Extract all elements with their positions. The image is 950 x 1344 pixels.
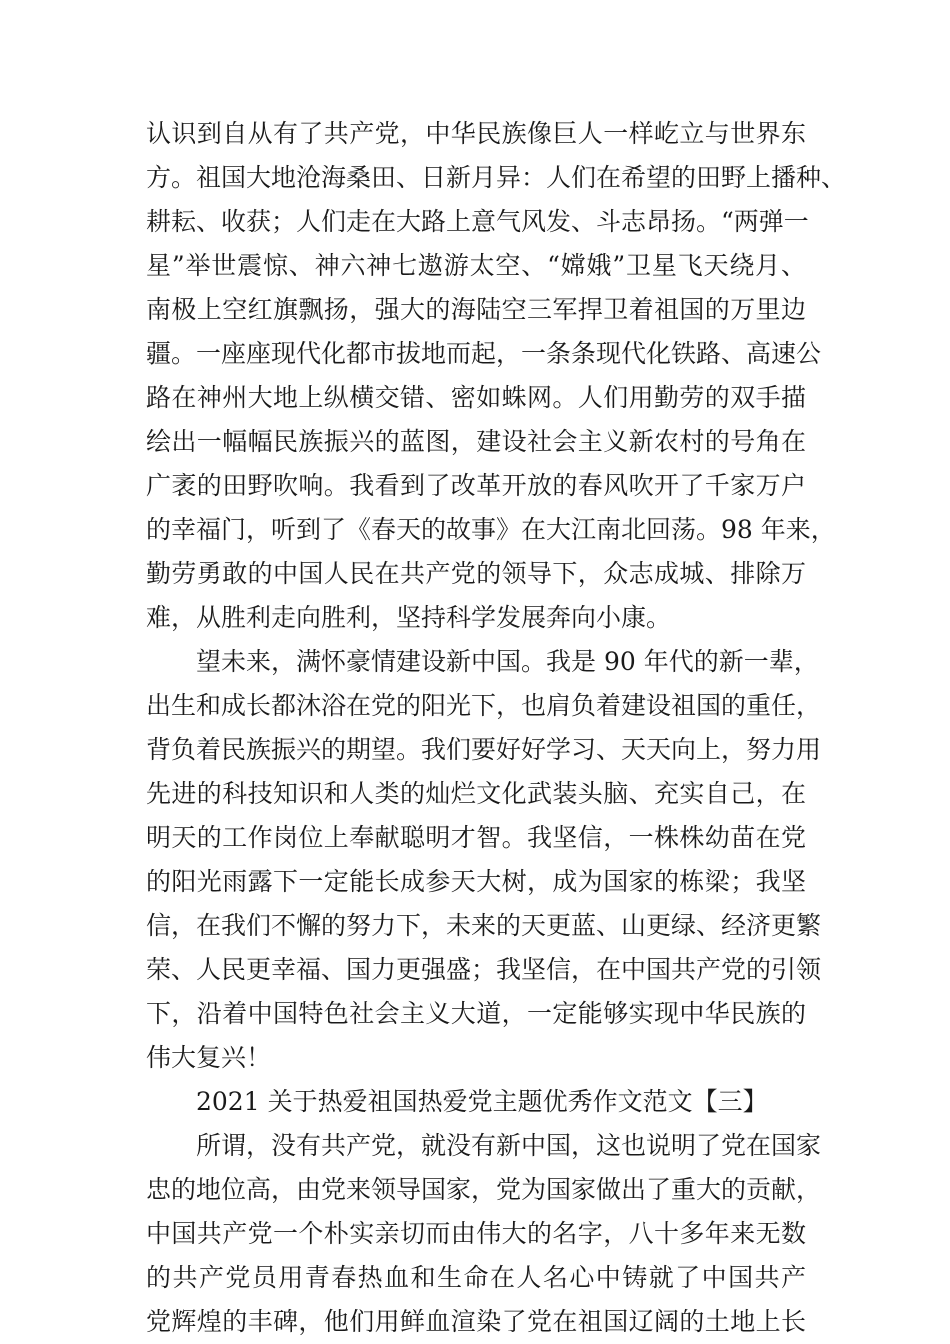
text-line: 明天的工作岗位上奉献聪明才智。我坚信，一株株幼苗在党 [146,823,806,852]
text-line: 下，沿着中国特色社会主义大道，一定能够实现中华民族的 [146,999,806,1028]
paragraph-2 [146,640,822,1080]
text-line: 信，在我们不懈的努力下，未来的天更蓝、山更绿、经济更繁 [146,911,822,940]
text-line: 背负着民族振兴的期望。我们要好好学习、天天向上，努力用 [146,735,822,764]
text-line: 中国共产党一个朴实亲切而由伟大的名字，八十多年来无数 [146,1219,806,1248]
text-line: 勤劳勇敢的中国人民在共产党的领导下，众志成城、排除万 [146,559,806,588]
text-line: 所谓，没有共产党，就没有新中国，这也说明了党在国家 [196,1131,822,1160]
text-line: 出生和成长都沐浴在党的阳光下，也肩负着建设祖国的重任， [146,691,822,720]
text-line: 认识到自从有了共产党，中华民族像巨人一样屹立与世界东 [146,119,806,148]
text-line: 望未来，满怀豪情建设新中国。我是 90 年代的新一辈， [196,647,819,676]
text-line: 的幸福门，听到了《春天的故事》在大江南北回荡。98 年来， [146,515,836,544]
document-body [146,112,847,1344]
paragraph-1 [146,112,847,640]
text-line: 荣、人民更幸福、国力更强盛；我坚信，在中国共产党的引领 [146,955,822,984]
text-line: 难，从胜利走向胜利，坚持科学发展奔向小康。 [146,603,672,632]
text-line: 疆。一座座现代化都市拔地而起，一条条现代化铁路、高速公 [146,339,822,368]
text-line: 伟大复兴！ [146,1043,272,1072]
section-heading: 2021 关于热爱祖国热爱党主题优秀作文范文【三】 [196,1087,768,1116]
paragraph-3 [146,1124,822,1344]
text-line: 路在神州大地上纵横交错、密如蛛网。人们用勤劳的双手描 [146,383,806,412]
text-line: 耕耘、收获；人们走在大路上意气风发、斗志昂扬。“两弹一 [146,207,809,236]
text-line: 党辉煌的丰碑，他们用鲜血渲染了党在祖国辽阔的土地上长 [146,1307,806,1336]
text-line: 方。祖国大地沧海桑田、日新月异：人们在希望的田野上播种、 [146,163,847,192]
text-line: 南极上空红旗飘扬，强大的海陆空三军捍卫着祖国的万里边 [146,295,806,324]
text-line: 的阳光雨露下一定能长成参天大树，成为国家的栋梁；我坚 [146,867,806,896]
text-line: 先进的科技知识和人类的灿烂文化武装头脑、充实自己，在 [146,779,806,808]
text-line: 星”举世震惊、神六神七遨游太空、“嫦娥”卫星飞天绕月、 [146,251,806,280]
text-line: 忠的地位高，由党来领导国家，党为国家做出了重大的贡献， [146,1175,822,1204]
text-line: 广袤的田野吹响。我看到了改革开放的春风吹开了千家万户 [146,471,806,500]
text-line: 绘出一幅幅民族振兴的蓝图，建设社会主义新农村的号角在 [146,427,806,456]
text-line: 的共产党员用青春热血和生命在人名心中铸就了中国共产 [146,1263,806,1292]
